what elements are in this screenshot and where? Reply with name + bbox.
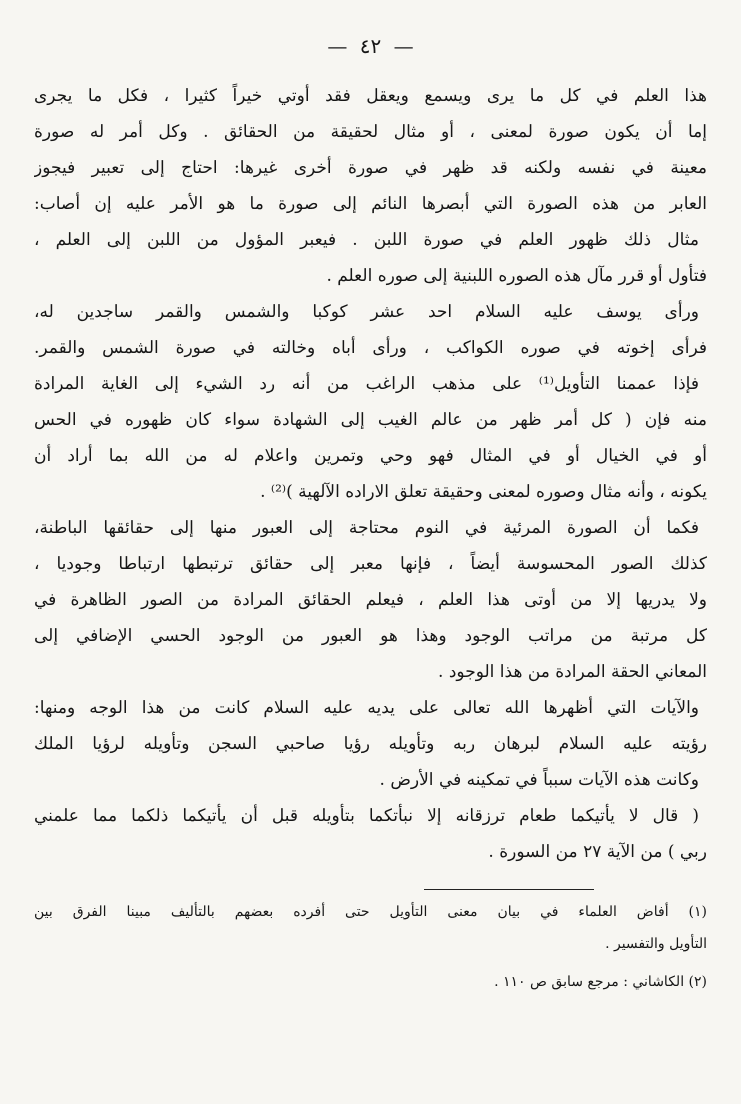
text-line: ربي ) من الآية ٢٧ من السورة . xyxy=(488,842,707,862)
text-line: المعاني الحقة المرادة من هذا الوجود . xyxy=(438,662,707,682)
text-line: إما أن يكون صورة لمعنى ، أو مثال لحقيقة من الحقائق . وكل أمر له صورة xyxy=(34,122,707,142)
footnote-divider xyxy=(424,889,594,890)
text-line: منه فإن ( كل أمر ظهر من عالم الغيب إلى الشهادة سواء كان ظهوره في الحس xyxy=(34,410,707,430)
text-line: يكونه ، وأنه مثال وصوره لمعنى وحقيقة تعلق الاراده الآلهية )⁽²⁾ . xyxy=(260,482,707,502)
text-line: فإذا عممنا التأويل⁽¹⁾ على مذهب الراغب من أنه رد الشيء إلى الغاية المرادة xyxy=(34,374,699,394)
footnote-2: (٢) الكاشاني : مرجع سابق ص ١١٠ . xyxy=(494,974,707,990)
footnote-1-continuation: التأويل والتفسير . xyxy=(605,936,707,952)
page-number xyxy=(0,34,741,58)
footnote-1: (١) أفاض العلماء في بيان معنى التأويل حتى أفرده بعضهم بالتأليف مبينا الفرق بين xyxy=(34,904,707,920)
main-text xyxy=(34,78,707,870)
page-number-dash-left: — xyxy=(393,34,414,58)
text-line: وكانت هذه الآيات سبباً في تمكينه في الأرض . xyxy=(379,770,699,790)
text-line: ورأى يوسف عليه السلام احد عشر كوكبا والشمس والقمر ساجدين له، xyxy=(34,302,699,322)
text-line: فكما أن الصورة المرئية في النوم محتاجة إلى العبور منها إلى حقائقها الباطنة، xyxy=(34,518,699,538)
text-line: مثال ذلك ظهور العلم في صورة اللبن . فيعبر المؤول من اللبن إلى العلم ، xyxy=(34,230,699,250)
text-line: معينة في نفسه ولكنه قد ظهر في صورة أخرى غيرها: احتاج إلى تعبير فيجوز xyxy=(34,158,707,178)
text-line: فرأى إخوته في صوره الكواكب ، ورأى أباه وخالته في صورة الشمس والقمر. xyxy=(34,338,707,358)
text-line: فتأول أو قرر مآل هذه الصوره اللبنية إلى صوره العلم . xyxy=(326,266,707,286)
text-line: كذلك الصور المحسوسة أيضاً ، فإنها معبر إلى حقائق ترتبطها ارتباطا وجوديا ، xyxy=(34,554,707,574)
footnotes xyxy=(34,896,707,998)
page-number-dash-right: — xyxy=(327,34,348,58)
text-line: والآيات التي أظهرها الله تعالى على يديه عليه السلام كانت من هذا الوجه ومنها: xyxy=(34,698,699,718)
text-line: أو في الخيال أو في المثال فهو وحي وتمرين واعلام له من الله بما أراد أن xyxy=(34,446,707,466)
text-line: كل مرتبة من مراتب الوجود وهذا هو العبور من الوجود الحسي الإضافي إلى xyxy=(34,626,707,646)
text-line: رؤيته عليه السلام لبرهان ربه وتأويله رؤيا صاحبي السجن وتأويله لرؤيا الملك xyxy=(34,734,707,754)
text-line: ( قال لا يأتيكما طعام ترزقانه إلا نبأتكما بتأويله قبل أن يأتيكما ذلكما مما علمني xyxy=(34,806,699,826)
text-line: العابر من هذه الصورة التي أبصرها النائم إلى صورة ما هو الأمر عليه إن أصاب: xyxy=(34,194,707,214)
text-line: هذا العلم في كل ما يرى ويسمع ويعقل فقد أوتي خيراً كثيرا ، فكل ما يجرى xyxy=(34,86,707,106)
page-number-value: ٤٢ xyxy=(359,34,382,58)
text-line: ولا يدريها إلا من أوتى هذا العلم ، فيعلم الحقائق المرادة من الصور الظاهرة في xyxy=(34,590,707,610)
